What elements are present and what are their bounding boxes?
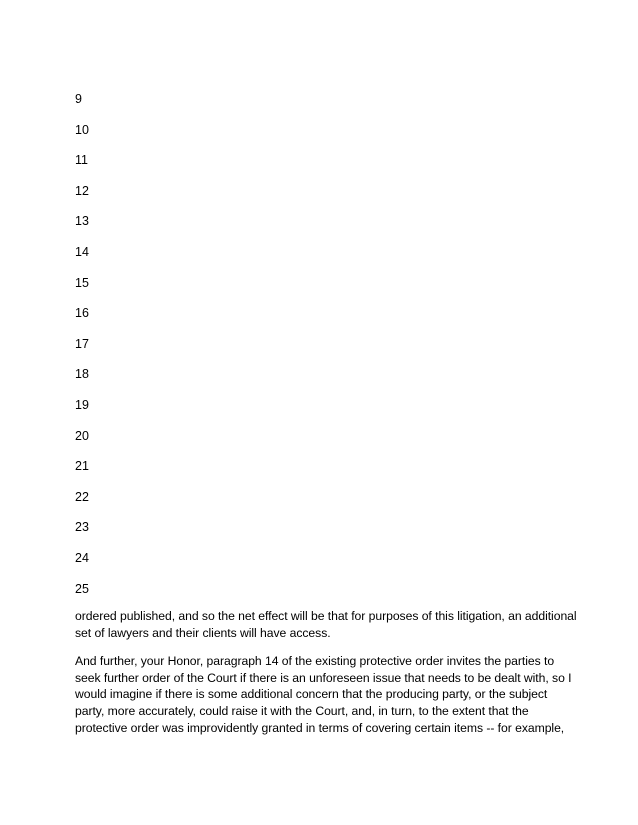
line-number: 23: [75, 520, 89, 535]
text-line: protective order was improvidently granted in terms of covering certain items -- for example,: [75, 720, 565, 735]
line-number: 13: [75, 214, 89, 229]
line-number: 9: [75, 92, 82, 106]
text-line: set of lawyers and their clients will have access.: [75, 625, 331, 640]
line-number: 22: [75, 489, 89, 504]
line-number: 18: [75, 367, 89, 382]
line-number: 20: [75, 428, 89, 443]
line-number: 12: [75, 183, 89, 198]
line-number: 17: [75, 336, 89, 351]
text-line: ordered published, and so the net effect will be that for purposes of this litigation, an additional: [75, 609, 577, 623]
line-number: 25: [75, 581, 89, 596]
line-number: 15: [75, 275, 89, 290]
text-line: And further, your Honor, paragraph 14 of the existing protective order invites the parties to: [75, 654, 555, 669]
line-number: 16: [75, 306, 89, 321]
line-number: 21: [75, 459, 89, 474]
text-line: seek further order of the Court if there is an unforeseen issue that needs to be dealt with, so I: [75, 670, 572, 685]
paragraph: [75, 653, 575, 736]
transcript-body: [75, 608, 575, 748]
line-number: 14: [75, 244, 89, 259]
paragraph: [75, 608, 575, 641]
line-number: 11: [75, 153, 88, 168]
text-line: would imagine if there is some additional concern that the producing party, or the subject: [75, 687, 548, 702]
line-number: 19: [75, 397, 89, 412]
line-number-column: [75, 89, 89, 609]
line-number: 10: [75, 122, 89, 137]
line-number: 24: [75, 550, 89, 565]
text-line: party, more accurately, could raise it with the Court, and, in turn, to the extent that the: [75, 703, 529, 718]
